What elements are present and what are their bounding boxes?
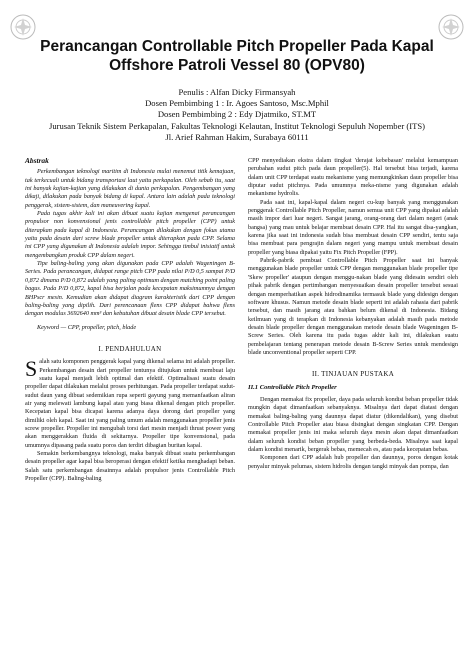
body-paragraph: Semakin berkembangnya teknologi, maka banyak dibuat suatu perkembangan desain propeller agar kapal bisa beroperasi dengan efektif ketika menghadapi beban. Salah satu perkembangan desainnya adalah propulsor jenis Controllable Pitch Propeller (CPP). Baling-baling <box>25 450 235 483</box>
paragraph-text: alah satu komponen penggerak kapal yang dikenal selama ini adalah propeller. Perkembangan desain dari propeller tentunya ditujukan untuk membuat laju suatu kapal menjadi lebih optimal dan efektif. Optimalisasi suatu desain propeller dapat dilakukan melalui proses perhitungan. Pada propeller terdapat sudut-sudut daun yang dibuat sedemikian rupa seperti gayung yang memanfaatkan aliran air yang melewati lambung kapal atau yang biasa dikenal dengan pitch propeller. Kecepatan kapal bisa dicapai karena adanya daya dorong dari propeller yang dimiliki oleh kapal. Saat ini yang paling umum adalah menggunakan propeller jenis screw propeller. Propeller ini mengubah torsi dari mesin menjadi thrust power yang akan menggerakkan fluida di sekitarnya. Propeller tipe konvensional, pada umumnya dipasang pada suatu poros dan terdiri dibagian buritan kapal. <box>25 358 235 449</box>
address-line: Jl. Arief Rahman Hakim, Surabaya 60111 <box>165 131 309 142</box>
author-line: Penulis : Alfan Dicky Firmansyah <box>178 87 296 97</box>
abstract-section <box>25 157 235 332</box>
abstract-paragraph: Pada tugas akhir kali ini akan dibuat suatu kajian mengenai perancangan propulsor non konvensional jenis controllable pitch propeller (CPP) untuk diterapkan pada kapal di Indonesia. Perancangan dilakukan dengan fokus utama yaitu pada desain dari screw blade propeller untuk diterapkan pada CPP. Selama ini CPP yang digunakan di Indonesia adalah impor. Sehingga timbul inisiatif untuk mengembangkan produk CPP dalam negeri. <box>25 210 235 259</box>
right-column <box>248 157 458 471</box>
paper-title: Perancangan Controllable Pitch Propeller Pada Kapal Offshore Patroli Vessel 80 (OPV80) <box>40 38 434 74</box>
author-block <box>20 87 454 143</box>
body-paragraph: Dengan memakai fix propeller, daya pada seluruh kondisi beban propeller tidak mungkin dapat dimanfaatkan sebanyaknya. Misalnya dari dapat diatasi dengan memakai baling-baling yang daunnya dapat diatur (dikendalikan), yang disebut Controllable Pitch Propeller atau biasa disingkat dengan singkatan CPP. Dengan memakai propeller jenis ini maka seluruh daya mesin akan dapat dimanfaatkan dalam seluruh kondisi beban propeller yang berbeda-beda. Misalnya saat kapal dalam kondisi menarik, bergerak bebas, memecah es, atau pada kecepatan bebas. <box>248 395 458 453</box>
supervisor-2-line: Dosen Pembimbing 2 : Edy Djatmiko, ST.MT <box>157 109 317 120</box>
drop-cap: S <box>25 356 38 382</box>
body-paragraph <box>25 358 235 450</box>
supervisor-1-line: Dosen Pembimbing 1 : Ir. Agoes Santoso, Msc.Mphil <box>145 98 329 109</box>
body-paragraph: CPP menyediakan ekstra dalam tingkat 'derajat kebebasan' melalui kemampuan perubahan sudut pitch pada daun propeller(5). Hal tersebut bisa terjadi, karena dalam unit CPP terdapat suatu mekanisme yang memungkinkan daun propeller bisa diputar sudut pitchnya. Pada umumnya meka-nisme yang digunakan adalah mekanisme hydrolis. <box>248 157 458 198</box>
body-paragraph: Komponen dari CPP adalah hub propeller dan daunnya, poros dengan kotak penyalur minyak pelumas, sistem hidrolis dengan tangki minyak dan pompa, dan <box>248 454 458 470</box>
body-paragraph: Pada saat ini, kapal-kapal dalam negeri cu-kup banyak yang menggunakan penggerak Controllable Pitch Propeller, namun semua unit CPP yang dipakai adalah masih impor dari luar negeri. Sangat jarang, orang-orang dari dalam negeri (anak bangsa) yang mau untuk belajar membuat desain CPP. Hal itu sangat disa-yangkan, karena jika saat ini indonesia sudah bisa membuat desain CPP sendiri, tentu saja bisa membuat para pengrajin dalam negeri yang mampu untuk membuat desain propeller yang biasa dipakai yaitu Fix Pitch Propeller (FPP). <box>248 198 458 256</box>
body-paragraph: Pabrik-pabrik pembuat Controllable Pitch Propeller saat ini banyak menggunakan blade propeller untuk CPP dengan menggunakan blade propeller tipe 'Skew propeller' ataupun dengan menggu-nakan blade yang didesain sendiri oleh pihak pabrik dengan pertimbangan menyesuaikan desain propeller tersebut sesuai dengan memperhatikan aspek hidrodinamika termasuk blade yang didesign dengan software khusus. Namun metode desain blade seperti ini adalah rahasia dari pabrik tersebut, dan masih jarang atau bahkan belum dikenal di Indonesia. Bidang keilmuan yang di terapkan di Indonesia kebanyakan adalah masih pada metode desain blade propeller dengan menggunakan metode desain blade Wageningen B-Screw Series. Oleh karena itu pada tugas akhir kali ini, dilakukan suatu pembelajaran tentang penerapan metode desain B-Screw Series untuk mendesign blade unconventional propeller seperti CPP. <box>248 257 458 356</box>
section-heading-introduction: I. PENDAHULUAN <box>98 344 162 353</box>
section-heading-literature: II. TINJAUAN PUSTAKA <box>311 370 395 379</box>
abstract-paragraph: Perkembangan teknologi maritim di Indonesia mulai menemui titik kemajuan, tak terkecuali untuk bidang transportasi laut yaitu perkapalan. Oleh sebab itu, saat ini banyak kajian-kajian yang dilakukan di dunia perkapalan. Pengembangan yang dikaji, dilakukan pada banyak bidang di kapal. Antara lain adalah pada teknologi penggerak, sistem-sistem, dan maneuvering kapal. <box>25 168 235 209</box>
subsection-heading-cpp: II.1 Controllable Pitch Propeller <box>248 383 337 391</box>
affiliation-line: Jurusan Teknik Sistem Perkapalan, Fakultas Teknologi Kelautan, Institut Teknologi Sepuluh Nopember (ITS) <box>48 120 426 131</box>
abstract-heading: Abstrak <box>25 156 49 165</box>
abstract-paragraph: Tipe baling-baling yang akan digunakan pada CPP adalah Wageningen B-Series. Pada perancangan, didapat range pitch CPP pada nilai P/D 0,5 sampai P/D 0,872 dimana P/D 0,872 adalah yang paling optimum dengan matching point paling bagus. Pada P/D 0,872, kapal bisa berjalan pada kecepatan maksimumnya dengan BHPscr mesin. Kemudian akan didapat diagram karakteristik dari CPP dengan baling-baling yang dipilih. Dari perencanaan flens CPP didapat bahwa flens dengan modulus 3692640 mm³ dan kebutuhan dibuat desain blade CPP tersebut. <box>25 260 235 318</box>
left-column <box>25 157 235 483</box>
keywords: Keyword — CPP, propeller, pitch, blade <box>37 323 137 331</box>
